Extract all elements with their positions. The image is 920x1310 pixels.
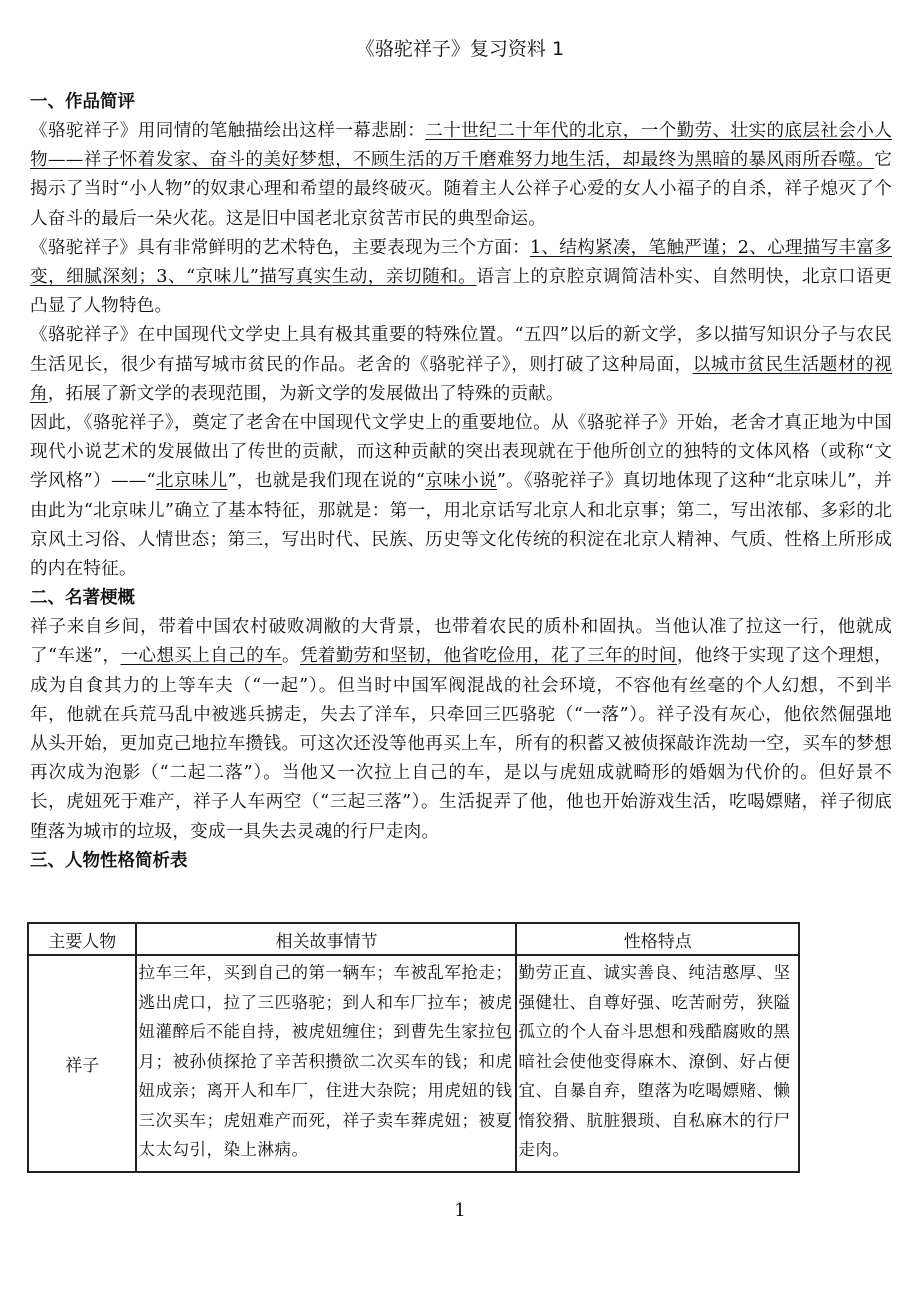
text-run: 语言上的京腔京调简洁朴实、自然明快，北京口语更凸显了人物特色。 bbox=[30, 267, 892, 317]
underlined-text: 以城市贫民生活题材的视角 bbox=[30, 354, 893, 404]
section-heading-character-table: 三、人物性格简析表 bbox=[30, 850, 188, 871]
cell-character: 祥子 bbox=[28, 955, 136, 1172]
text-run: ”。《骆驼祥子》真切地体现了这种“北京味儿”，并由此为“北京味儿”确立了基本特征，那就是：第一，用北京话写北京人和北京事；第二，写出浓郁、多彩的北京风土习俗、人情世态；第三，写出时代、民族、历史等文化传统的积淀在北京人精神、气质、性格上所形成的内在特征。 bbox=[30, 471, 892, 580]
document-body bbox=[30, 88, 892, 876]
underlined-text: 京味小说 bbox=[425, 471, 497, 492]
paragraph bbox=[30, 613, 892, 847]
text-run: 《骆驼祥子》在中国现代文学史上具有极其重要的特殊位置。“五四”以后的新文学，多以描写知识分子与农民生活见长，很少有描写城市贫民的作品。老舍的《骆驼祥子》，则打破了这种局面， bbox=[30, 325, 892, 375]
character-analysis-table bbox=[27, 922, 800, 1173]
text-run: 因此，《骆驼祥子》，奠定了老舍在中国现代文学史上的重要地位。从《骆驼祥子》开始，老舍才真正地为中国现代小说艺术的发展做出了传世的贡献，而这种贡献的突出表现就在于他所创立的独特的文体风格（或称“文学风格”）——“ bbox=[30, 413, 892, 492]
section-heading-synopsis: 二、名著梗概 bbox=[30, 588, 135, 609]
text-run: ，他终于实现了这个理想，成为自食其力的上等车夫（“一起”）。但当时中国军阀混战的社会环境，不容他有丝毫的个人幻想，不到半年，他就在兵荒马乱中被逃兵掳走，失去了洋车，只牵回三匹骆驼（“一落”）。祥子没有灰心，他依然倔强地从头开始，更加克己地拉车攒钱。可这次还没等他再买上车，所有的积蓄又被侦探敲诈洗劫一空，买车的梦想再次成为泡影（“二起二落”）。当他又一次拉上自己的车，是以与虎妞成就畸形的婚姻为代价的。但好景不长，虎妞死于难产，祥子人车两空（“三起三落”）。生活捉弄了他，他也开始游戏生活，吃喝嫖赌，祥子彻底堕落为城市的垃圾，变成一具失去灵魂的行尸走肉。 bbox=[30, 646, 893, 842]
paragraph bbox=[30, 234, 892, 322]
text-run: 《骆驼祥子》用同情的笔触描绘出这样一幕悲剧： bbox=[30, 121, 426, 141]
paragraph bbox=[30, 409, 892, 584]
column-header-story: 相关故事情节 bbox=[136, 923, 516, 955]
table-header-row bbox=[28, 923, 799, 955]
underlined-text: 1、结构紧凑，笔触严谨；2、心理描写丰富多变，细腻深刻；3、“京味儿”描写真实生动，亲切随和。 bbox=[30, 237, 892, 288]
document-title: 《骆驼祥子》复习资料 1 bbox=[355, 38, 565, 60]
text-run: ，拓展了新文学的表现范围，为新文学的发展做出了特殊的贡献。 bbox=[47, 383, 564, 404]
page-number: 1 bbox=[454, 1200, 466, 1221]
underlined-text: 一心想买上自己的车 bbox=[120, 646, 282, 667]
paragraph bbox=[30, 321, 892, 409]
table-row bbox=[28, 955, 799, 1172]
text-run: 。 bbox=[282, 646, 300, 667]
column-header-traits: 性格特点 bbox=[516, 923, 799, 955]
cell-story: 拉车三年，买到自己的第一辆车；车被乱军抢走；逃出虎口，拉了三匹骆驼；到人和车厂拉车；被虎妞灌醉后不能自持，被虎妞缠住；到曹先生家拉包月；被孙侦探抢了辛苦积攒欲二次买车的钱；和虎妞成亲；离开人和车厂，住进大杂院；用虎妞的钱三次买车；虎妞难产而死，祥子卖车葬虎妞；被夏太太勾引，染上淋病。 bbox=[136, 955, 516, 1172]
text-run: 《骆驼祥子》具有非常鲜明的艺术特色，主要表现为三个方面： bbox=[30, 237, 530, 258]
underlined-text: 北京味儿 bbox=[155, 471, 228, 492]
cell-traits: 勤劳正直、诚实善良、纯洁憨厚、坚强健壮、自尊好强、吃苦耐劳，狭隘孤立的个人奋斗思想和残酷腐败的黑暗社会使他变得麻木、潦倒、好占便宜、自暴自弃，堕落为吃喝嫖赌、懒惰狡猾、肮脏猥琐、自私麻木的行尸走肉。 bbox=[516, 955, 799, 1172]
underlined-text: 凭着勤劳和坚韧，他省吃俭用，花了三年的时间 bbox=[299, 646, 677, 667]
paragraph bbox=[30, 117, 892, 234]
text-run: 它揭示了当时“小人物”的奴隶心理和希望的最终破灭。随着主人公祥子心爱的女人小福子的自杀，祥子熄灭了个人奋斗的最后一朵火花。这是旧中国老北京贫苦市民的典型命运。 bbox=[30, 150, 892, 229]
text-run: 祥子来自乡间，带着中国农村破败凋敝的大背景，也带着农民的质朴和固执。当他认准了拉这一行，他就成了“车迷”， bbox=[30, 617, 892, 667]
section-heading-review: 一、作品简评 bbox=[30, 92, 135, 112]
underlined-text: 二十世纪二十年代的北京，一个勤劳、壮实的底层社会小人物——祥子怀着发家、奋斗的美好梦想，不顾生活的万千磨难努力地生活，却最终为黑暗的暴风雨所吞噬。 bbox=[30, 121, 893, 171]
text-run: ”，也就是我们现在说的“ bbox=[227, 471, 426, 492]
column-header-character: 主要人物 bbox=[28, 923, 136, 955]
